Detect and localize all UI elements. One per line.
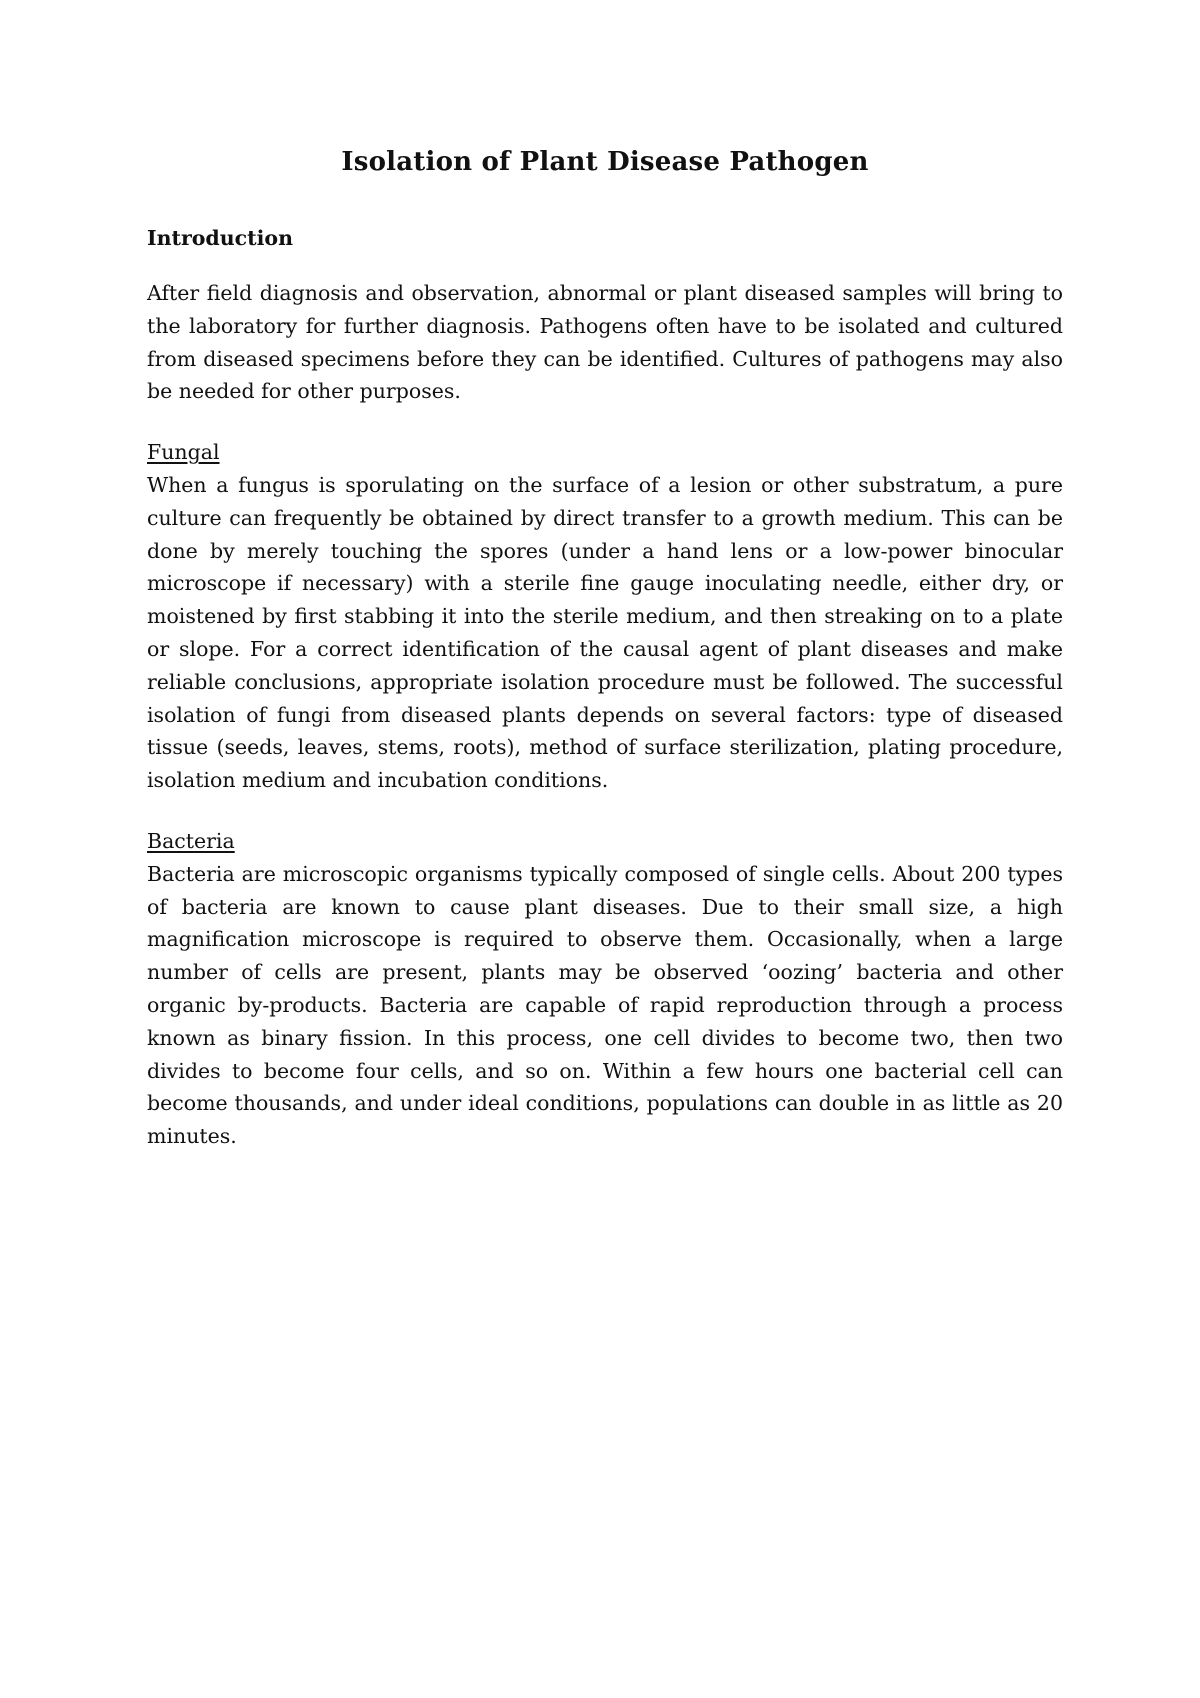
fungal-heading: Fungal [147, 440, 220, 465]
document-title: Isolation of Plant Disease Pathogen [341, 147, 869, 177]
bacteria-heading: Bacteria [147, 828, 235, 853]
fungal-paragraph: When a fungus is sporulating on the surface of a lesion or other substratum, a pure culture can frequently be obtained by direct transfer to a growth medium. This can be done by merely touching the spores (under a hand lens or a low-power binocular microscope if necessary) with a sterile fine gauge inoculating needle, either dry, or moistened by first stabbing it into the sterile medium, and then streaking on to a plate or slope. For a correct identification of the causal agent of plant diseases and make reliable conclusions, appropriate isolation procedure must be followed. The successful isolation of fungi from diseased plants depends on several factors: type of diseased tissue (seeds, leaves, stems, roots), method of surface sterilization, plating procedure, isolation medium and incubation conditions. [147, 472, 1063, 793]
introduction-heading: Introduction [147, 226, 293, 250]
document-body [147, 142, 1063, 1153]
bacteria-paragraph: Bacteria are microscopic organisms typically composed of single cells. About 200 types of bacteria are known to cause plant diseases. Due to their small size, a high magnification microscope is required to observe them. Occasionally, when a large number of cells are present, plants may be observed ‘oozing’ bacteria and other organic by-products. Bacteria are capable of rapid reproduction through a process known as binary fission. In this process, one cell divides to become two, then two divides to become four cells, and so on. Within a few hours one bacterial cell can become thousands, and under ideal conditions, populations can double in as little as 20 minutes. [147, 861, 1063, 1149]
introduction-paragraph: After field diagnosis and observation, abnormal or plant diseased samples will bring to the laboratory for further diagnosis. Pathogens often have to be isolated and cultured from diseased specimens before they can be identified. Cultures of pathogens may also be needed for other purposes. [147, 281, 1063, 404]
